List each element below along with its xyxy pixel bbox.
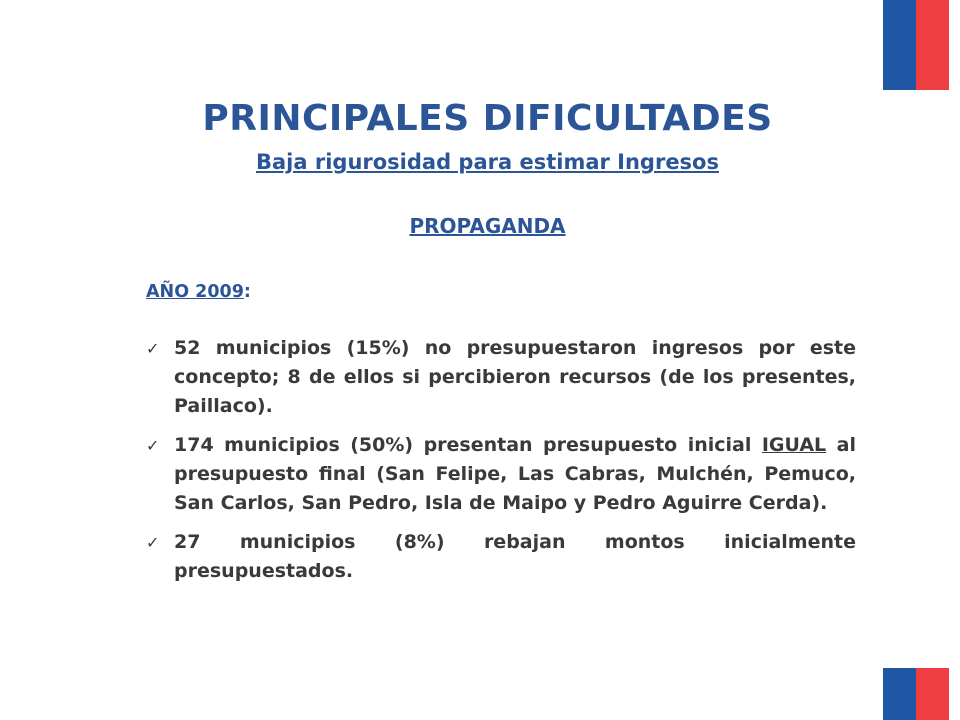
flag-stripes-top [883, 0, 949, 90]
flag-blue-stripe [883, 668, 916, 720]
checkmark-icon: ✓ [146, 533, 160, 552]
bullet-text: 174 municipios (50%) presentan presupuesto inicial [174, 434, 762, 456]
page-title: PRINCIPALES DIFICULTADES [202, 98, 773, 139]
bullet-text: 52 municipios (15%) no presupuestaron ingresos por este concepto; 8 de ellos si percibieron recursos (de los presentes, Paillaco). [174, 337, 856, 417]
year-label [146, 282, 251, 302]
page-subtitle: Baja rigurosidad para estimar Ingresos [256, 150, 719, 174]
flag-blue-stripe [883, 0, 916, 90]
section-title: PROPAGANDA [409, 214, 566, 238]
bullet-list [146, 334, 856, 596]
list-item [146, 528, 856, 586]
checkmark-icon: ✓ [146, 339, 160, 358]
bullet-text: 27 municipios (8%) rebajan montos inicialmente presupuestados. [174, 531, 856, 582]
flag-red-stripe [916, 668, 949, 720]
year-label-text: AÑO 2009 [146, 282, 244, 302]
list-item [146, 334, 856, 421]
checkmark-icon: ✓ [146, 436, 160, 455]
list-item [146, 431, 856, 518]
flag-stripes-bottom [883, 668, 949, 720]
flag-red-stripe [916, 0, 949, 90]
bullet-text: al presupuesto final (San Felipe, Las Cabras, Mulchén, Pemuco, San Carlos, San Pedro, Isla de Maipo y Pedro Aguirre Cerda). [174, 434, 856, 514]
year-label-colon: : [243, 282, 251, 302]
bullet-emphasis: IGUAL [761, 434, 827, 456]
